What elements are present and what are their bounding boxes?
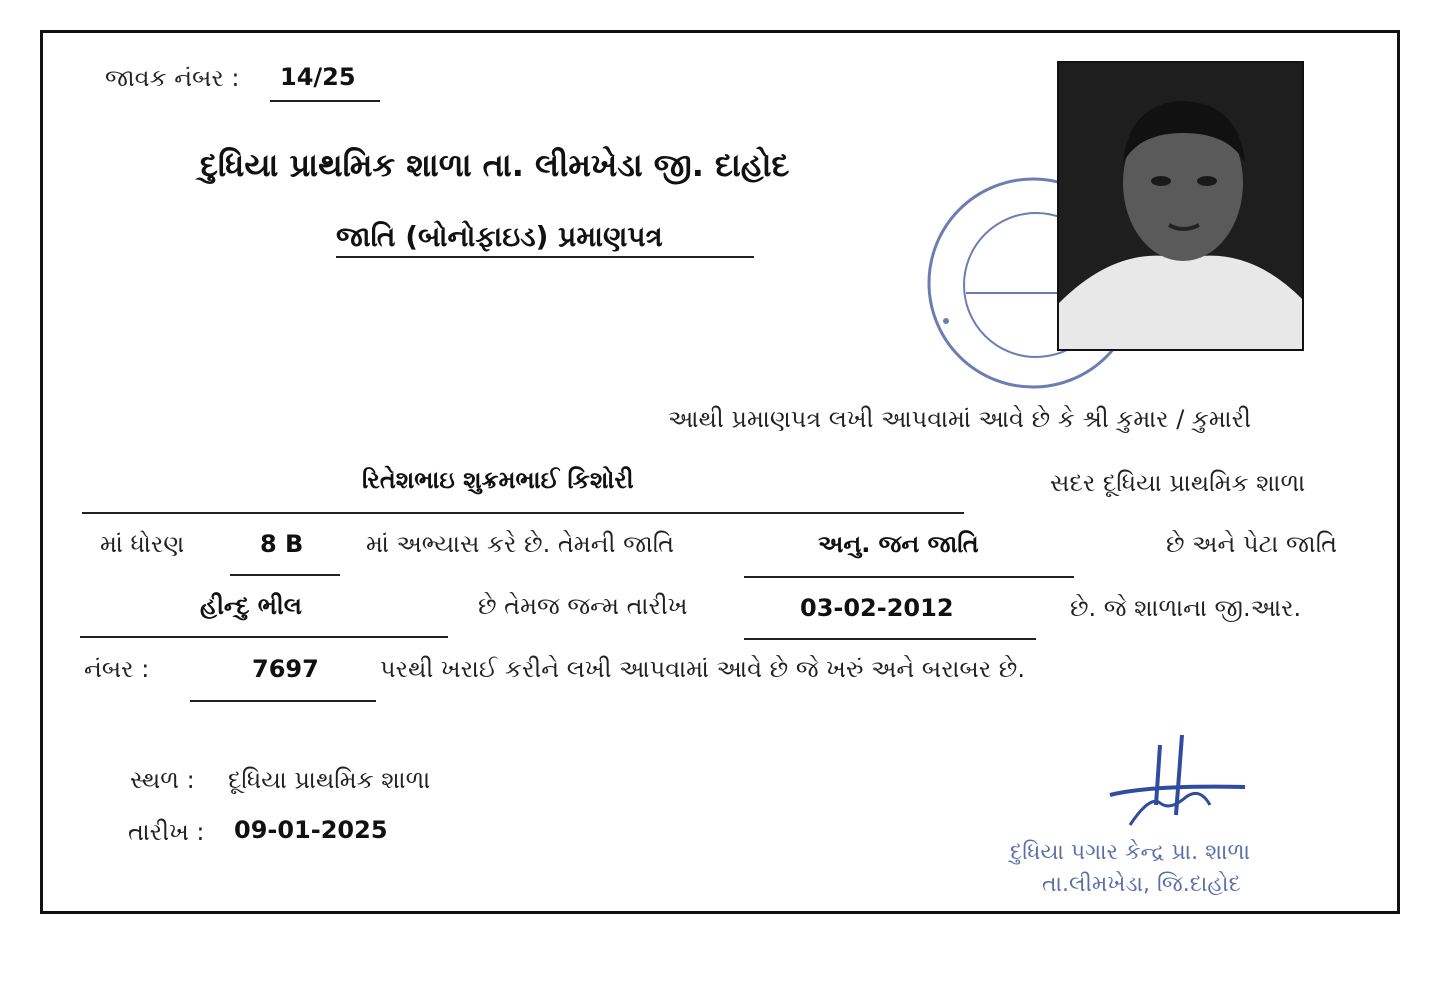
student-name: રિતેશભાઇ શુક્રમભાઈ કિશોરી <box>362 466 634 494</box>
signature-stamp-line1: દુધિયા પગાર કેન્દ્ર પ્રા. શાળા <box>1010 840 1251 865</box>
dob-value: 03-02-2012 <box>800 594 954 622</box>
subcaste-label: છે અને પેટા જાતિ <box>1166 530 1338 558</box>
dob-underline <box>744 638 1036 640</box>
principal-signature-icon <box>1090 735 1260 835</box>
school-title: દુધિયા પ્રાથમિક શાળા તા. લીમખેડા જી. દાહોદ <box>200 146 790 184</box>
school-text: સદર દૂધિયા પ્રાથમિક શાળા <box>1050 469 1306 497</box>
serial-label: જાવક નંબર : <box>105 64 240 92</box>
gr-underline <box>190 700 376 702</box>
student-name-underline <box>82 512 964 514</box>
place-label: સ્થળ : <box>130 766 195 794</box>
dob-label: છે તેમજ જન્મ તારીખ <box>478 592 688 620</box>
certificate-title: જાતિ (બોનોફાઇડ) પ્રમાણપત્ર <box>336 220 663 253</box>
date-label: તારીખ : <box>128 818 205 846</box>
date-value: 09-01-2025 <box>234 816 388 844</box>
student-photo-icon <box>1059 63 1304 351</box>
std-value: 8 B <box>260 530 304 558</box>
std-label: માં ધોરણ <box>100 530 185 558</box>
study-text: માં અભ્યાસ કરે છે. તેમની જાતિ <box>366 530 675 558</box>
signature-stamp-line2: તા.લીમખેડા, જિ.દાહોદ <box>1042 872 1241 897</box>
gr-value: 7697 <box>252 655 319 683</box>
subcaste-value: હીન્દુ ભીલ <box>200 592 302 620</box>
closing-text: પરથી ખરાઈ કરીને લખી આપવામાં આવે છે જે ખરું અને બરાબર છે. <box>380 655 1025 683</box>
gr-label: છે. જે શાળાના જી.આર. <box>1070 594 1302 622</box>
caste-underline <box>744 576 1074 578</box>
serial-value: 14/25 <box>280 63 356 91</box>
caste-value: અનુ. જન જાતિ <box>818 530 979 558</box>
std-underline <box>230 574 340 576</box>
subcaste-underline <box>80 636 448 638</box>
serial-underline <box>270 100 380 102</box>
place-value: દૂધિયા પ્રાથમિક શાળા <box>228 766 431 794</box>
number-label: નંબર : <box>84 655 150 683</box>
intro-text: આથી પ્રમાણપત્ર લખી આપવામાં આવે છે કે શ્રી કુમાર / કુમારી <box>668 405 1251 433</box>
student-photo <box>1057 61 1304 351</box>
certificate-title-underline <box>336 256 754 258</box>
